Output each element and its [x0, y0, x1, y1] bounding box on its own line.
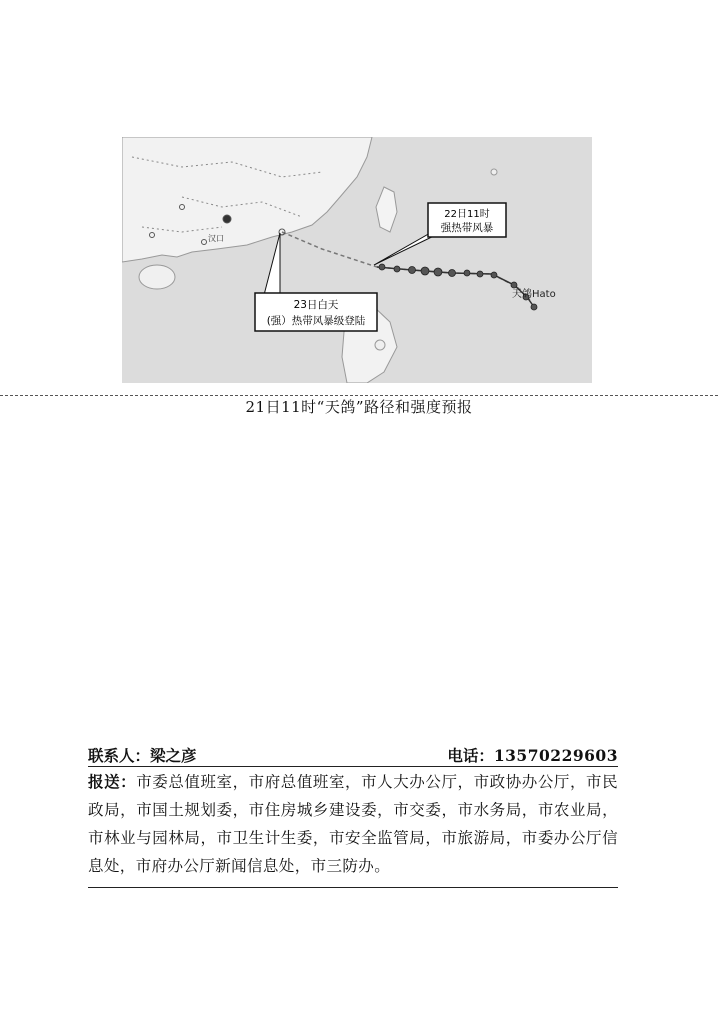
phone-label: 电话：: [447, 746, 494, 765]
contact-phone: [447, 744, 618, 766]
bottom-divider: [88, 887, 618, 888]
callout-22-line2: 强热带风暴: [440, 222, 494, 234]
typhoon-track-map: [122, 137, 592, 383]
callout-23-line2: (强）热带风暴级登陆: [266, 315, 366, 327]
callout-22-line1: 22日11时: [444, 209, 490, 220]
contact-row: [88, 742, 618, 767]
typhoon-name-label: 天鸽Hato: [512, 289, 556, 300]
figure-caption: 21日11时“天鸽”路径和强度预报: [245, 398, 473, 416]
distribution-list: [88, 768, 618, 880]
callout-23-line1: 23日白天: [293, 299, 339, 311]
contact-person: 联系人：梁之彦: [88, 746, 197, 765]
city-label: 汉口: [208, 234, 224, 243]
phone-number: 13570229603: [493, 746, 618, 765]
distribution-text: 市委总值班室，市府总值班室，市人大办公厅，市政协办公厅，市民政局，市国土规划委，市住房城乡建设委，市交委，市水务局，市农业局，市林业与园林局，市卫生计生委，市安全监管局，市旅游局，市委办公厅信息处，市府办公厅新闻信息处，市三防办。: [88, 773, 618, 875]
distribution-label: 报送：: [88, 772, 137, 791]
map-image: [122, 137, 592, 383]
